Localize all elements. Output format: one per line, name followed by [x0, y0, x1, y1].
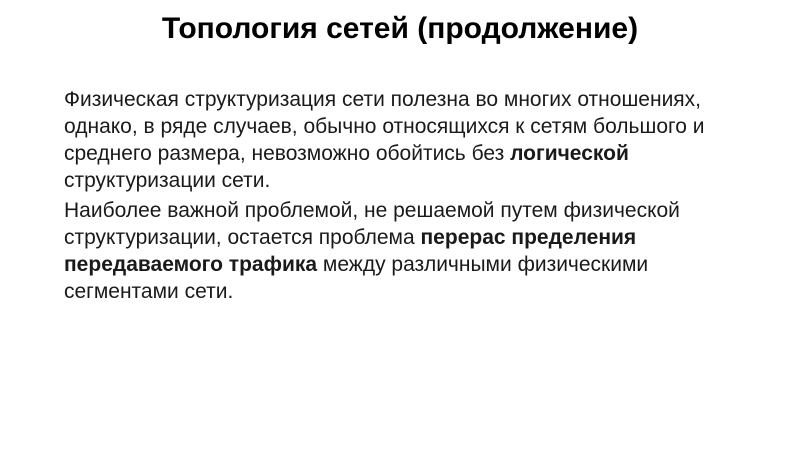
- paragraph-physical-structuring: [64, 86, 716, 194]
- paragraph-2-bold-term: перерас пределения передаваемого трафика: [64, 226, 637, 276]
- paragraph-1-text: Физическая структуризация сети полезна во многих отношениях, однако, в ряде случаев, обычно относящихся к сетям большого и среднего размера, невозможно обойтись без: [64, 88, 705, 165]
- paragraph-1-text-end: структуризации сети.: [64, 169, 271, 192]
- paragraph-2-text-end: между различными физическими сегментами сети.: [64, 253, 649, 303]
- paragraph-1-bold-term: логической: [510, 142, 629, 165]
- slide-body: [64, 86, 716, 308]
- slide-title: Топология сетей (продолжение): [161, 12, 639, 45]
- paragraph-traffic-problem: [64, 197, 716, 305]
- paragraph-2-text: Наиболее важной проблемой, не решаемой путем физической структуризации, остается проблема: [64, 199, 680, 249]
